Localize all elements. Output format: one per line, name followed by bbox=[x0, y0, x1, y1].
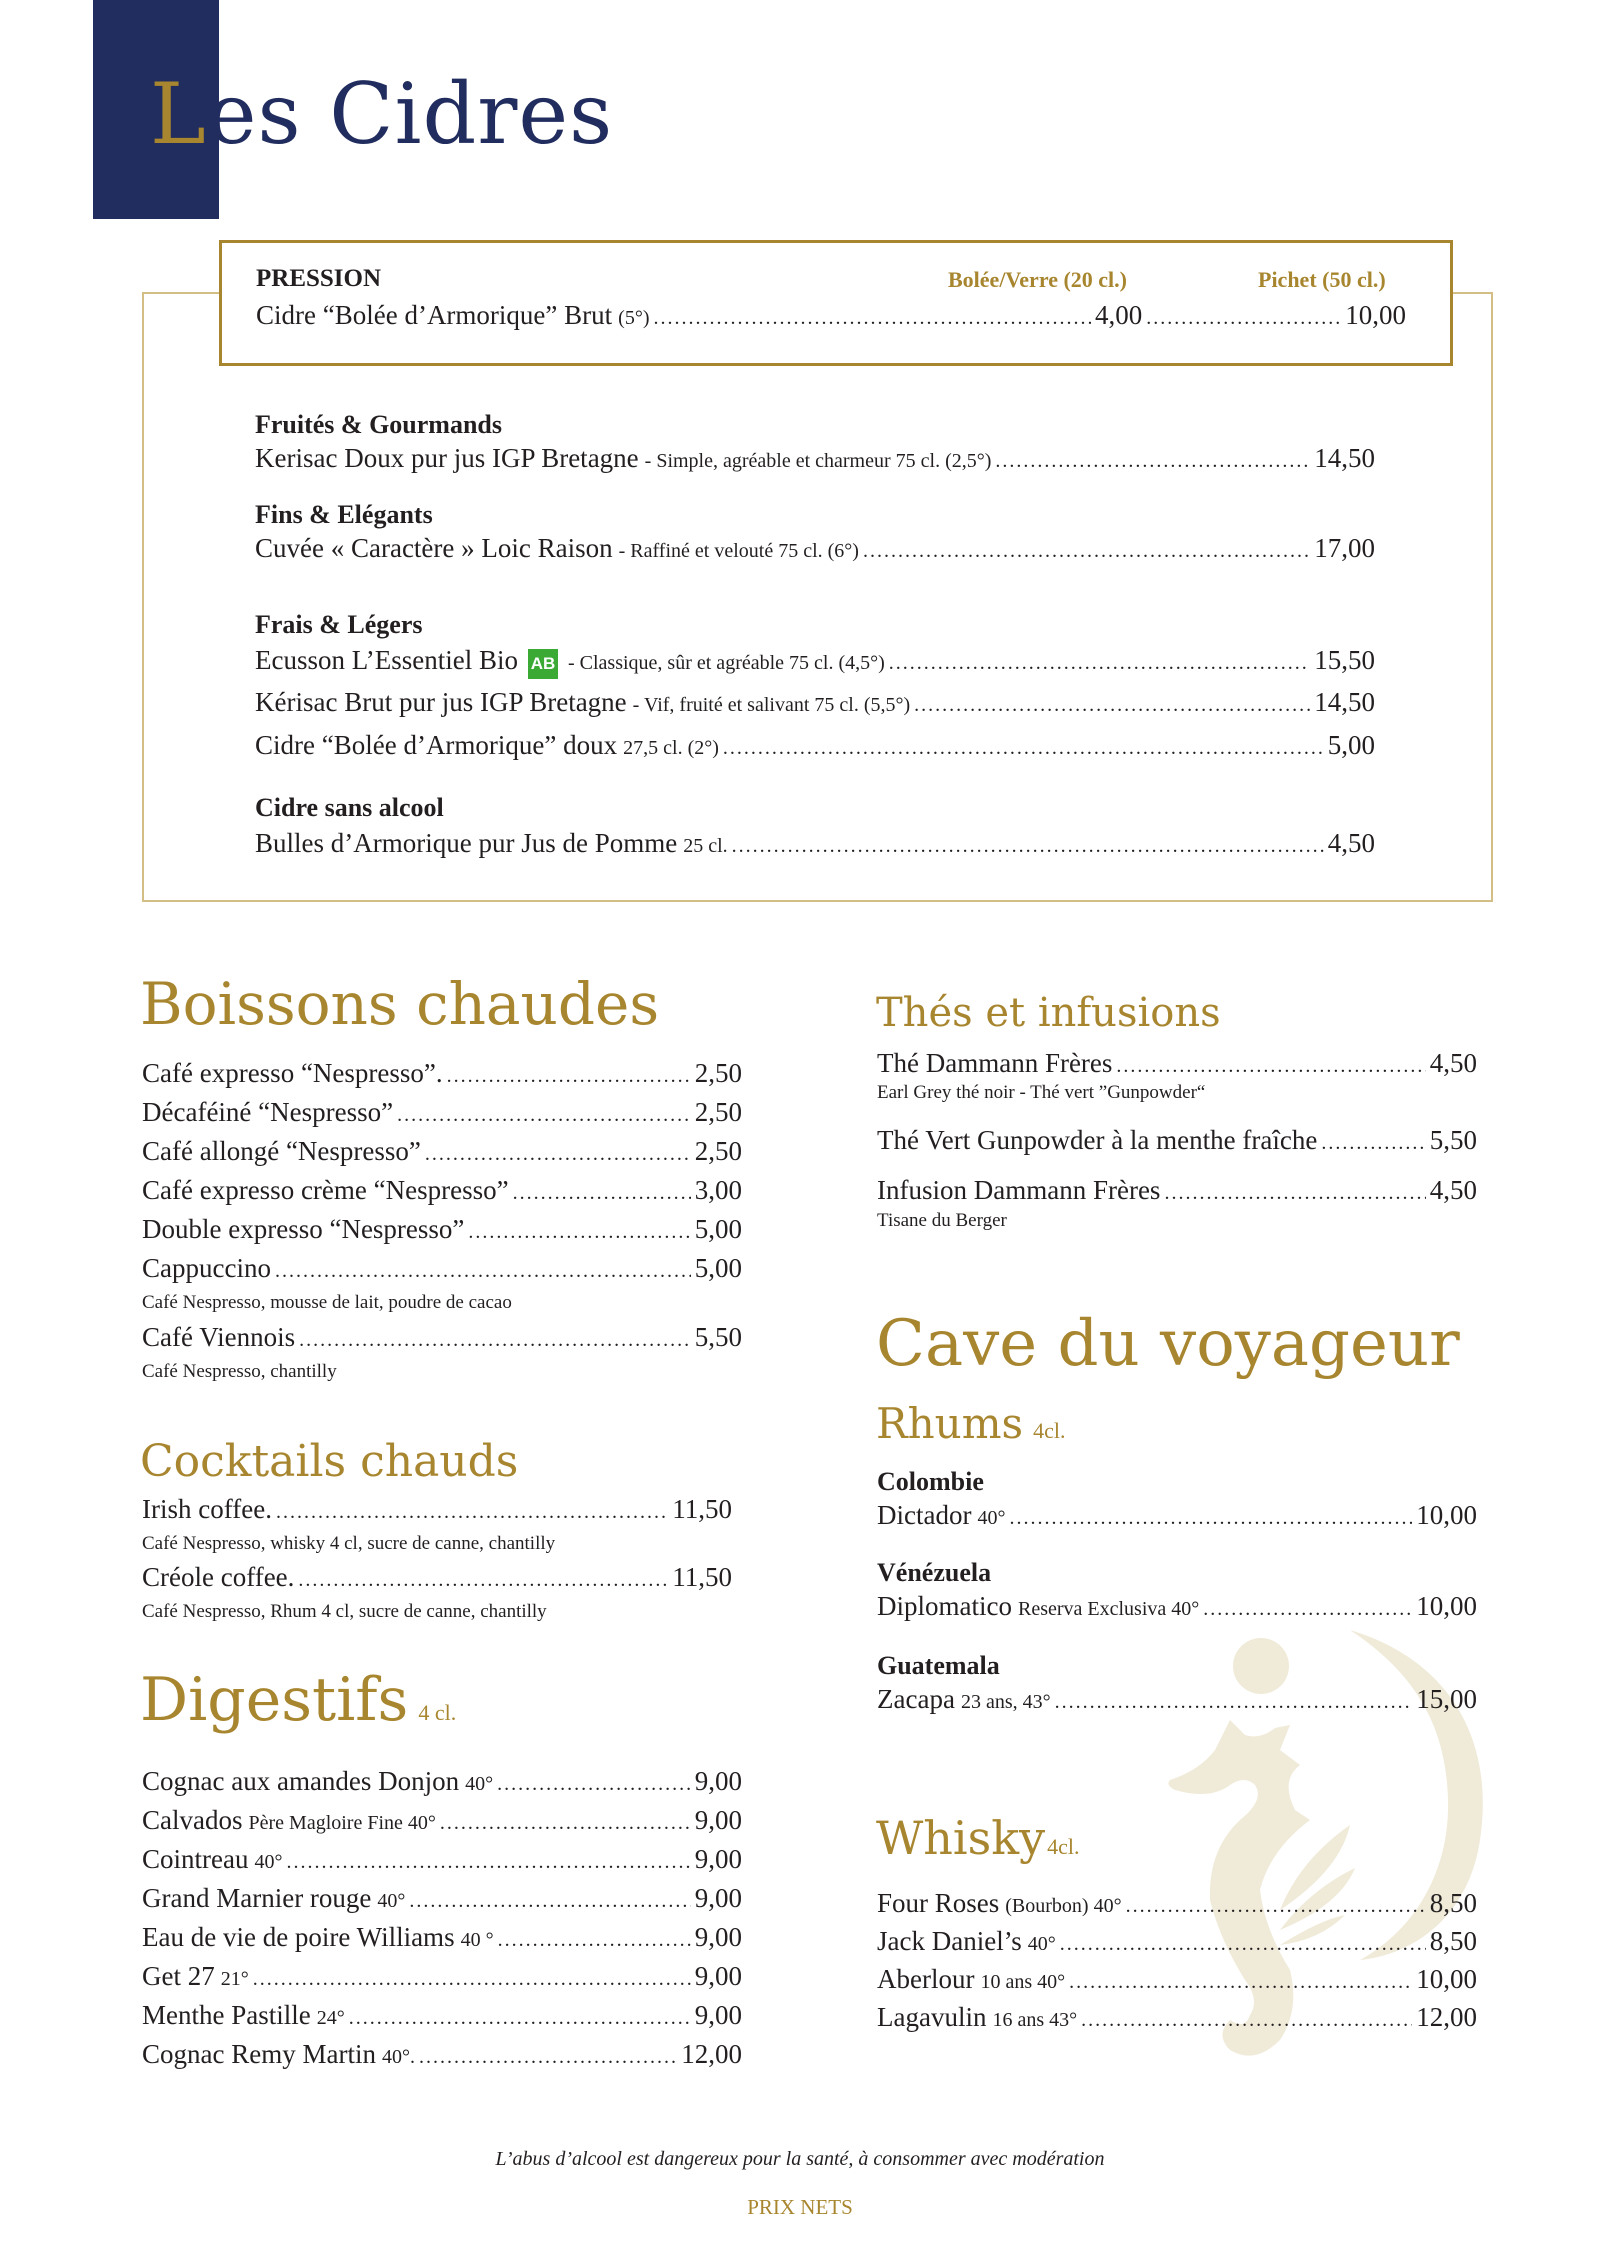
menu-item: Dictador 40° ..... 10,00 bbox=[877, 1500, 1477, 1531]
item-description: Café Nespresso, mousse de lait, poudre de cacao bbox=[142, 1292, 512, 1313]
item-description: Café Nespresso, chantilly bbox=[142, 1361, 337, 1382]
menu-item: Cointreau 40° ..... 9,00 bbox=[142, 1844, 742, 1875]
country-label: Guatemala bbox=[877, 1651, 1000, 1680]
section-title-cave: Cave du voyageur bbox=[876, 1307, 1460, 1381]
menu-item: Kerisac Doux pur jus IGP Bretagne - Simple, agréable et charmeur 75 cl. (2,5°) ..... 14,50 bbox=[255, 443, 1375, 474]
menu-item: Thé Dammann Frères ..... 4,50 bbox=[877, 1048, 1477, 1079]
item-description: Café Nespresso, whisky 4 cl, sucre de canne, chantilly bbox=[142, 1533, 556, 1554]
category-fins: Fins & Elégants bbox=[255, 500, 433, 529]
section-title-digestifs: Digestifs 4 cl. bbox=[140, 1665, 457, 1735]
menu-item: Aberlour 10 ans 40° ..... 10,00 bbox=[877, 1964, 1477, 1995]
menu-item: Cognac aux amandes Donjon 40° ..... 9,00 bbox=[142, 1766, 742, 1797]
menu-item: Lagavulin 16 ans 43° ..... 12,00 bbox=[877, 2002, 1477, 2033]
menu-item: Double expresso “Nespresso” ..... 5,00 bbox=[142, 1214, 742, 1245]
alcohol-warning: L’abus d’alcool est dangereux pour la santé, à consommer avec modération bbox=[495, 2148, 1105, 2170]
menu-item: Créole coffee. ..... 11,50 bbox=[142, 1562, 732, 1593]
menu-item: Café expresso “Nespresso”. ..... 2,50 bbox=[142, 1058, 742, 1089]
pression-box bbox=[219, 240, 1453, 366]
menu-item: Diplomatico Reserva Exclusiva 40° ..... 10,00 bbox=[877, 1591, 1477, 1622]
section-title-boissons-chaudes: Boissons chaudes bbox=[140, 970, 660, 1038]
section-title-rhums: Rhums 4cl. bbox=[876, 1399, 1066, 1448]
menu-item: Get 27 21° ..... 9,00 bbox=[142, 1961, 742, 1992]
menu-item: Café allongé “Nespresso” ..... 2,50 bbox=[142, 1136, 742, 1167]
item-description: Tisane du Berger bbox=[877, 1210, 1007, 1231]
menu-item: Four Roses (Bourbon) 40° ..... 8,50 bbox=[877, 1888, 1477, 1919]
menu-item: Infusion Dammann Frères ..... 4,50 bbox=[877, 1175, 1477, 1206]
menu-item: Café Viennois ..... 5,50 bbox=[142, 1322, 742, 1353]
section-title-thes: Thés et infusions bbox=[876, 990, 1221, 1036]
menu-item: Menthe Pastille 24° ..... 9,00 bbox=[142, 2000, 742, 2031]
menu-item: Jack Daniel’s 40° ..... 8,50 bbox=[877, 1926, 1477, 1957]
seahorse-watermark-icon bbox=[1150, 1610, 1510, 2070]
menu-item: Eau de vie de poire Williams 40 ° ..... 9,00 bbox=[142, 1922, 742, 1953]
page-title: Les Cidres bbox=[150, 65, 614, 163]
menu-item: Thé Vert Gunpowder à la menthe fraîche ..... 5,50 bbox=[877, 1125, 1477, 1156]
menu-item: Cidre “Bolée d’Armorique” doux 27,5 cl. (2°) ..... 5,00 bbox=[255, 730, 1375, 761]
menu-item: Irish coffee. ..... 11,50 bbox=[142, 1494, 732, 1525]
pression-label: PRESSION bbox=[256, 265, 382, 292]
item-description: Earl Grey thé noir - Thé vert ”Gunpowder“ bbox=[877, 1082, 1206, 1103]
menu-item: Cuvée « Caractère » Loic Raison - Raffiné et velouté 75 cl. (6°) ..... 17,00 bbox=[255, 533, 1375, 564]
menu-item: Cognac Remy Martin 40°. ..... 12,00 bbox=[142, 2039, 742, 2070]
prix-nets-label: PRIX NETS bbox=[747, 2195, 853, 2219]
menu-item: Bulles d’Armorique pur Jus de Pomme 25 cl. ..... 4,50 bbox=[255, 828, 1375, 859]
menu-item: Kérisac Brut pur jus IGP Bretagne - Vif, fruité et salivant 75 cl. (5,5°) ..... 14,50 bbox=[255, 687, 1375, 718]
menu-item: Cappuccino ..... 5,00 bbox=[142, 1253, 742, 1284]
category-frais: Frais & Légers bbox=[255, 610, 423, 639]
menu-item: Cidre “Bolée d’Armorique” Brut (5°) ..... 4,00 ..... 10,00 bbox=[256, 300, 1406, 331]
menu-item: Café expresso crème “Nespresso” ..... 3,00 bbox=[142, 1175, 742, 1206]
menu-item: Décaféiné “Nespresso” ..... 2,50 bbox=[142, 1097, 742, 1128]
bio-ab-icon: AB bbox=[528, 649, 558, 679]
pression-col-bolee: Bolée/Verre (20 cl.) bbox=[948, 267, 1127, 292]
menu-item: Grand Marnier rouge 40° ..... 9,00 bbox=[142, 1883, 742, 1914]
menu-item: Calvados Père Magloire Fine 40° ..... 9,00 bbox=[142, 1805, 742, 1836]
menu-item: Ecusson L’Essentiel Bio AB - Classique, sûr et agréable 75 cl. (4,5°) ..... 15,50 bbox=[255, 645, 1375, 679]
country-label: Colombie bbox=[877, 1467, 984, 1496]
section-title-whisky: Whisky4cl. bbox=[876, 1811, 1080, 1865]
menu-item: Zacapa 23 ans, 43° ..... 15,00 bbox=[877, 1684, 1477, 1715]
pression-col-pichet: Pichet (50 cl.) bbox=[1258, 267, 1386, 292]
category-fruites: Fruités & Gourmands bbox=[255, 410, 502, 439]
country-label: Vénézuela bbox=[877, 1558, 992, 1587]
category-sans-alcool: Cidre sans alcool bbox=[255, 793, 444, 822]
section-title-cocktails-chauds: Cocktails chauds bbox=[140, 1436, 519, 1487]
item-description: Café Nespresso, Rhum 4 cl, sucre de canne, chantilly bbox=[142, 1601, 547, 1622]
